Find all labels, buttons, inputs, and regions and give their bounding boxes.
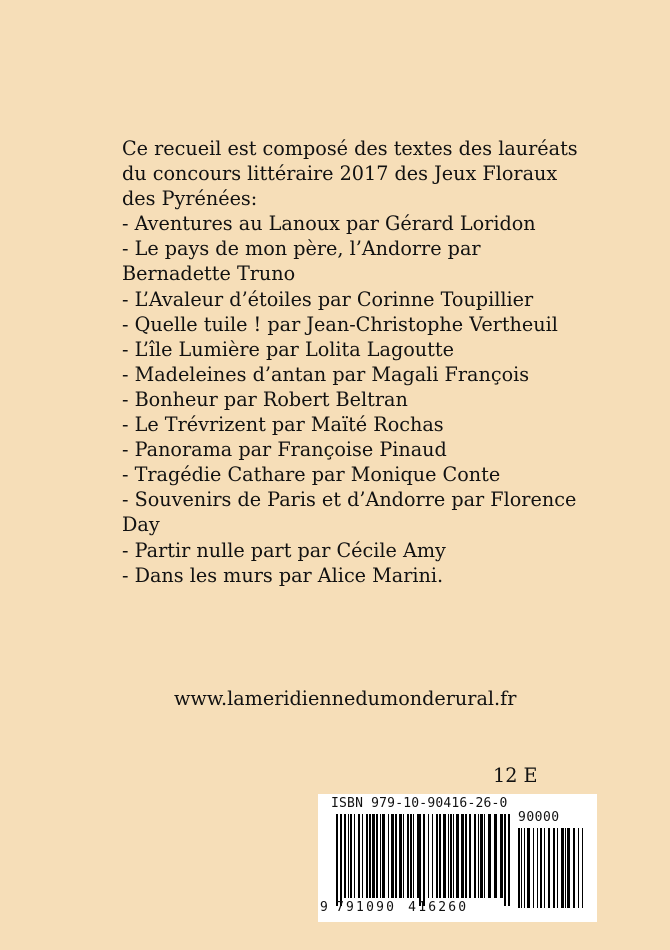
barcode-bar bbox=[504, 814, 506, 906]
barcode-bar bbox=[478, 814, 479, 898]
barcode-bar bbox=[344, 814, 346, 898]
barcode-bar bbox=[350, 814, 352, 898]
entry-line: - Le Trévrizent par Maïté Rochas bbox=[122, 413, 444, 437]
barcode-bar bbox=[340, 814, 342, 906]
barcode-bar bbox=[500, 814, 503, 898]
intro-line: des Pyrénées: bbox=[122, 187, 258, 211]
ean-lead-digit: 9 bbox=[320, 900, 328, 915]
entry-line: - Partir nulle part par Cécile Amy bbox=[122, 538, 446, 562]
intro-line: Ce recueil est composé des textes des lauréats bbox=[122, 137, 578, 160]
entry-line: - Panorama par Françoise Pinaud bbox=[122, 438, 447, 462]
barcode-bar bbox=[407, 814, 409, 898]
entry-line: - Aventures au Lanoux par Gérard Loridon bbox=[122, 212, 536, 236]
entry-line: - Dans les murs par Alice Marini. bbox=[122, 563, 444, 587]
barcode-bar bbox=[484, 814, 485, 898]
barcode-bar bbox=[448, 814, 449, 898]
barcode-bar bbox=[582, 828, 583, 908]
entry-line: - L’Avaleur d’étoiles par Corinne Toupillier bbox=[122, 287, 534, 311]
barcode-bar bbox=[358, 814, 360, 898]
intro-line: du concours littéraire 2017 des Jeux Floraux bbox=[122, 162, 558, 186]
barcode-bar bbox=[443, 814, 446, 898]
barcode-bar bbox=[565, 828, 566, 908]
barcode-bar bbox=[369, 814, 371, 898]
barcode-bar bbox=[488, 814, 491, 898]
barcode-bar bbox=[336, 814, 338, 906]
barcode-bar bbox=[436, 814, 438, 898]
barcode-bar bbox=[527, 828, 530, 908]
barcode-bar bbox=[469, 814, 471, 898]
barcode-bar bbox=[403, 814, 404, 898]
barcode-bar bbox=[413, 814, 414, 898]
barcode-bar bbox=[544, 828, 545, 908]
entry-line: - L’île Lumière par Lolita Lagoutte bbox=[122, 337, 454, 361]
isbn-number: ISBN 979-10-90416-26-0 bbox=[331, 796, 508, 811]
barcode-bar bbox=[578, 828, 579, 908]
ean-digits bbox=[320, 900, 468, 915]
barcode-bar bbox=[521, 828, 522, 908]
barcode-bar bbox=[461, 814, 464, 898]
barcode-bar bbox=[372, 814, 375, 898]
barcode-bar bbox=[567, 828, 570, 908]
ean-left-digits: 791090 bbox=[336, 900, 397, 915]
barcode-bar bbox=[439, 814, 441, 898]
entry-line: - Bonheur par Robert Beltran bbox=[122, 387, 408, 411]
barcode-bar bbox=[518, 828, 520, 908]
barcode-bar bbox=[376, 814, 378, 898]
barcode-bar bbox=[533, 828, 534, 908]
barcode-bar bbox=[395, 814, 397, 898]
entry-line: - Le pays de mon père, l’Andorre par bbox=[122, 237, 481, 261]
price-label: 12 E bbox=[493, 764, 538, 787]
barcode-bar bbox=[419, 814, 421, 906]
entry-line: - Quelle tuile ! par Jean-Christophe Vertheuil bbox=[122, 312, 558, 336]
barcode-bar bbox=[465, 814, 467, 898]
barcode-bar bbox=[417, 814, 419, 898]
barcode-bar bbox=[366, 814, 368, 898]
entry-line: - Tragédie Cathare par Monique Conte bbox=[122, 463, 501, 487]
back-cover-text bbox=[122, 136, 578, 588]
barcode-bar bbox=[380, 814, 381, 898]
barcode-bar bbox=[557, 828, 558, 908]
isbn-barcode bbox=[318, 794, 597, 922]
barcode-bar bbox=[573, 828, 575, 908]
barcode-bar bbox=[453, 814, 454, 898]
website-url[interactable]: www.lameridiennedumonderural.fr bbox=[174, 687, 517, 710]
barcode-bar bbox=[423, 814, 425, 906]
addon-digits: 90000 bbox=[518, 810, 560, 825]
entry-line: Day bbox=[122, 513, 160, 537]
barcode-bar bbox=[480, 814, 483, 898]
barcode-bar bbox=[548, 828, 550, 908]
barcode-bar bbox=[450, 814, 452, 898]
barcode-bar bbox=[354, 814, 355, 898]
barcode-bar bbox=[428, 814, 429, 898]
barcode-bar bbox=[524, 828, 525, 908]
barcode-bar bbox=[399, 814, 402, 898]
barcode-bar bbox=[432, 814, 433, 898]
barcode-bar bbox=[561, 828, 564, 908]
barcode-bar bbox=[348, 814, 349, 898]
barcode-bar bbox=[382, 814, 385, 898]
ean-right-digits: 416260 bbox=[408, 900, 469, 915]
barcode-bar bbox=[391, 814, 394, 898]
barcode-bar bbox=[553, 828, 555, 908]
barcode-bar bbox=[362, 814, 363, 898]
barcode-bar bbox=[540, 828, 542, 908]
barcode-bar bbox=[537, 828, 538, 908]
barcode-bar bbox=[410, 814, 412, 898]
barcode-bar bbox=[474, 814, 476, 898]
barcode-bar bbox=[494, 814, 497, 898]
entry-line: Bernadette Truno bbox=[122, 262, 296, 286]
barcode-bar bbox=[508, 814, 510, 906]
entry-line: - Madeleines d’antan par Magali François bbox=[122, 362, 530, 386]
barcode-bar bbox=[388, 814, 389, 898]
barcode-bar bbox=[456, 814, 459, 898]
entry-line: - Souvenirs de Paris et d’Andorre par Florence bbox=[122, 488, 577, 512]
